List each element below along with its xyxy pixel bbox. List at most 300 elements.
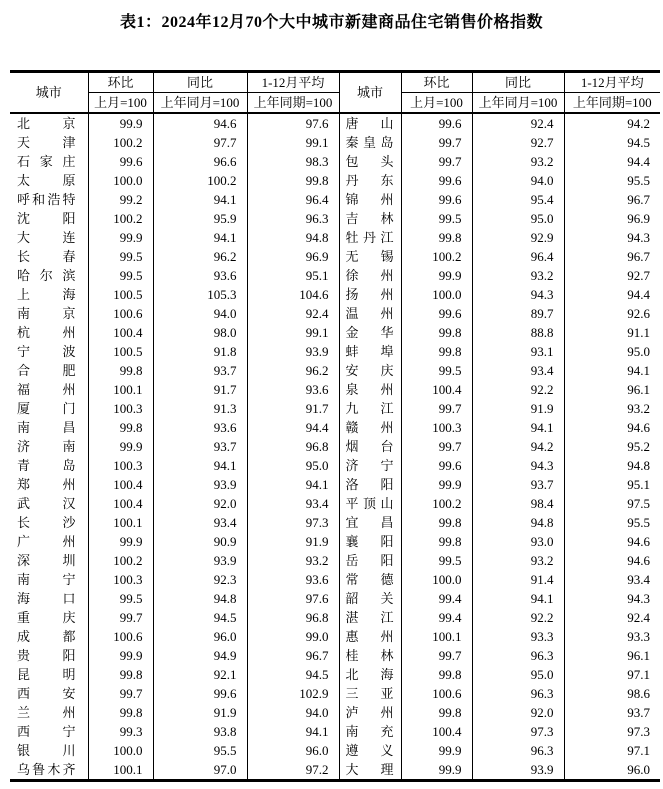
avg-value-cell: 95.1 — [627, 477, 650, 492]
city-name-cell: 牡丹江 — [339, 228, 401, 247]
city-name-cell: 北海 — [339, 665, 401, 684]
city-name-cell: 南京 — [10, 304, 88, 323]
city-name-cell: 成都 — [10, 627, 88, 646]
table-row — [10, 133, 660, 152]
mom-value-cell: 100.3 — [88, 456, 153, 475]
mom-value-cell: 99.6 — [401, 171, 472, 190]
avg-value-cell: 99.8 — [247, 171, 339, 190]
avg-value-cell: 99.0 — [247, 627, 339, 646]
mom-value-cell: 100.1 — [88, 760, 153, 781]
avg-value-cell: 94.6 — [627, 553, 650, 568]
yoy-value-cell: 93.1 — [472, 342, 564, 361]
city-name-cell: 宜昌 — [339, 513, 401, 532]
mom-value-cell: 99.6 — [401, 304, 472, 323]
avg-value-cell: 96.7 — [627, 249, 650, 264]
table-row — [10, 171, 660, 190]
header-mom-right: 环比 — [401, 72, 472, 93]
yoy-value-cell: 92.1 — [153, 665, 247, 684]
yoy-value-cell: 90.9 — [153, 532, 247, 551]
mom-value-cell: 100.4 — [88, 494, 153, 513]
yoy-value-cell: 92.4 — [472, 113, 564, 133]
avg-value-cell: 96.3 — [247, 209, 339, 228]
city-name-cell: 济南 — [10, 437, 88, 456]
table-row — [10, 741, 660, 760]
yoy-value-cell: 94.1 — [153, 228, 247, 247]
city-name-cell: 武汉 — [10, 494, 88, 513]
mom-value-cell: 99.9 — [88, 113, 153, 133]
yoy-value-cell: 98.4 — [472, 494, 564, 513]
mom-value-cell: 99.5 — [88, 247, 153, 266]
yoy-value-cell: 92.7 — [472, 133, 564, 152]
mom-value-cell: 100.6 — [88, 627, 153, 646]
city-name-cell: 石家庄 — [10, 152, 88, 171]
avg-value-cell: 92.4 — [247, 304, 339, 323]
avg-value-cell: 92.4 — [627, 610, 650, 625]
city-name-cell: 包头 — [339, 152, 401, 171]
avg-value-cell: 99.1 — [247, 323, 339, 342]
table-row — [10, 646, 660, 665]
avg-value-cell: 94.6 — [627, 420, 650, 435]
avg-value-cell: 97.2 — [247, 760, 339, 781]
mom-value-cell: 99.8 — [88, 703, 153, 722]
city-name-cell: 韶关 — [339, 589, 401, 608]
city-name-cell: 湛江 — [339, 608, 401, 627]
table-row — [10, 285, 660, 304]
table-header — [10, 72, 660, 114]
table-row — [10, 418, 660, 437]
header-avg-left: 1-12月平均 — [247, 72, 339, 93]
yoy-value-cell: 94.9 — [153, 646, 247, 665]
mom-value-cell: 99.6 — [401, 190, 472, 209]
avg-value-cell: 95.5 — [627, 515, 650, 530]
yoy-value-cell: 94.8 — [472, 513, 564, 532]
mom-value-cell: 99.8 — [401, 532, 472, 551]
table-row — [10, 494, 660, 513]
table-row — [10, 209, 660, 228]
table-body — [10, 113, 660, 781]
city-name-cell: 大连 — [10, 228, 88, 247]
mom-value-cell: 99.9 — [401, 741, 472, 760]
avg-value-cell: 92.7 — [627, 268, 650, 283]
yoy-value-cell: 91.8 — [153, 342, 247, 361]
city-name-cell: 秦皇岛 — [339, 133, 401, 152]
header-yoy-left: 同比 — [153, 72, 247, 93]
yoy-value-cell: 95.0 — [472, 665, 564, 684]
city-name-cell: 天津 — [10, 133, 88, 152]
mom-value-cell: 99.7 — [88, 608, 153, 627]
yoy-value-cell: 96.3 — [472, 646, 564, 665]
mom-value-cell: 99.9 — [88, 437, 153, 456]
yoy-value-cell: 97.7 — [153, 133, 247, 152]
yoy-value-cell: 91.3 — [153, 399, 247, 418]
mom-value-cell: 99.7 — [88, 684, 153, 703]
mom-value-cell: 100.1 — [401, 627, 472, 646]
mom-value-cell: 99.7 — [401, 399, 472, 418]
avg-value-cell: 94.8 — [247, 228, 339, 247]
city-name-cell: 昆明 — [10, 665, 88, 684]
city-name-cell: 唐山 — [339, 113, 401, 133]
avg-value-cell: 94.1 — [247, 722, 339, 741]
table-row — [10, 475, 660, 494]
mom-value-cell: 100.2 — [401, 247, 472, 266]
city-name-cell: 扬州 — [339, 285, 401, 304]
city-name-cell: 桂林 — [339, 646, 401, 665]
yoy-value-cell: 96.0 — [153, 627, 247, 646]
mom-value-cell: 100.4 — [88, 323, 153, 342]
yoy-value-cell: 95.5 — [153, 741, 247, 760]
city-name-cell: 烟台 — [339, 437, 401, 456]
mom-value-cell: 99.5 — [401, 551, 472, 570]
table-row — [10, 361, 660, 380]
avg-value-cell: 94.6 — [627, 534, 650, 549]
mom-value-cell: 100.2 — [401, 494, 472, 513]
header-avg-base-right: 上年同期=100 — [564, 93, 660, 114]
city-name-cell: 惠州 — [339, 627, 401, 646]
mom-value-cell: 99.8 — [401, 703, 472, 722]
mom-value-cell: 100.0 — [401, 285, 472, 304]
mom-value-cell: 99.8 — [88, 418, 153, 437]
city-name-cell: 长沙 — [10, 513, 88, 532]
avg-value-cell: 96.9 — [627, 211, 650, 226]
avg-value-cell: 95.2 — [627, 439, 650, 454]
yoy-value-cell: 92.9 — [472, 228, 564, 247]
city-name-cell: 太原 — [10, 171, 88, 190]
avg-value-cell: 96.8 — [247, 608, 339, 627]
header-yoy-right: 同比 — [472, 72, 564, 93]
avg-value-cell: 94.1 — [627, 363, 650, 378]
mom-value-cell: 99.5 — [88, 589, 153, 608]
city-name-cell: 兰州 — [10, 703, 88, 722]
city-name-cell: 福州 — [10, 380, 88, 399]
yoy-value-cell: 93.6 — [153, 418, 247, 437]
city-name-cell: 青岛 — [10, 456, 88, 475]
yoy-value-cell: 94.1 — [472, 418, 564, 437]
table-row — [10, 323, 660, 342]
mom-value-cell: 100.5 — [88, 342, 153, 361]
yoy-value-cell: 95.0 — [472, 209, 564, 228]
city-name-cell: 济宁 — [339, 456, 401, 475]
avg-value-cell: 94.3 — [627, 230, 650, 245]
table-row — [10, 532, 660, 551]
city-name-cell: 乌鲁木齐 — [10, 760, 88, 781]
avg-value-cell: 99.1 — [247, 133, 339, 152]
yoy-value-cell: 91.7 — [153, 380, 247, 399]
avg-value-cell: 93.6 — [247, 570, 339, 589]
city-name-cell: 重庆 — [10, 608, 88, 627]
table-row — [10, 703, 660, 722]
yoy-value-cell: 93.9 — [472, 760, 564, 781]
yoy-value-cell: 99.6 — [153, 684, 247, 703]
table-row — [10, 513, 660, 532]
table-row — [10, 437, 660, 456]
yoy-value-cell: 96.4 — [472, 247, 564, 266]
yoy-value-cell: 93.7 — [153, 437, 247, 456]
city-name-cell: 厦门 — [10, 399, 88, 418]
avg-value-cell: 92.6 — [627, 306, 650, 321]
mom-value-cell: 100.6 — [401, 684, 472, 703]
city-name-cell: 蚌埠 — [339, 342, 401, 361]
avg-value-cell: 96.0 — [247, 741, 339, 760]
mom-value-cell: 100.1 — [88, 513, 153, 532]
city-name-cell: 泉州 — [339, 380, 401, 399]
price-index-table — [10, 70, 660, 782]
header-mom-base-left: 上月=100 — [88, 93, 153, 114]
avg-value-cell: 91.9 — [247, 532, 339, 551]
yoy-value-cell: 92.2 — [472, 380, 564, 399]
yoy-value-cell: 93.7 — [472, 475, 564, 494]
table-row — [10, 456, 660, 475]
mom-value-cell: 99.5 — [88, 266, 153, 285]
header-avg-base-left: 上年同期=100 — [247, 93, 339, 114]
city-name-cell: 金华 — [339, 323, 401, 342]
avg-value-cell: 97.3 — [627, 724, 650, 739]
avg-value-cell: 97.6 — [247, 113, 339, 133]
table-row — [10, 665, 660, 684]
yoy-value-cell: 91.4 — [472, 570, 564, 589]
mom-value-cell: 100.6 — [88, 304, 153, 323]
city-name-cell: 西安 — [10, 684, 88, 703]
table-row — [10, 152, 660, 171]
city-name-cell: 温州 — [339, 304, 401, 323]
header-mom-left: 环比 — [88, 72, 153, 93]
table-row — [10, 266, 660, 285]
mom-value-cell: 99.6 — [401, 456, 472, 475]
table-row — [10, 608, 660, 627]
city-name-cell: 平顶山 — [339, 494, 401, 513]
yoy-value-cell: 96.2 — [153, 247, 247, 266]
avg-value-cell: 93.4 — [627, 572, 650, 587]
avg-value-cell: 96.8 — [247, 437, 339, 456]
mom-value-cell: 99.2 — [88, 190, 153, 209]
yoy-value-cell: 96.3 — [472, 741, 564, 760]
mom-value-cell: 99.7 — [401, 152, 472, 171]
yoy-value-cell: 93.2 — [472, 266, 564, 285]
yoy-value-cell: 94.2 — [472, 437, 564, 456]
header-city-right: 城市 — [339, 72, 401, 114]
mom-value-cell: 99.4 — [401, 589, 472, 608]
avg-value-cell: 94.4 — [247, 418, 339, 437]
city-name-cell: 无锡 — [339, 247, 401, 266]
header-mom-base-right: 上月=100 — [401, 93, 472, 114]
city-name-cell: 赣州 — [339, 418, 401, 437]
yoy-value-cell: 93.2 — [472, 152, 564, 171]
table-row — [10, 399, 660, 418]
yoy-value-cell: 93.9 — [153, 475, 247, 494]
city-name-cell: 哈尔滨 — [10, 266, 88, 285]
mom-value-cell: 99.9 — [401, 266, 472, 285]
mom-value-cell: 100.3 — [401, 418, 472, 437]
avg-value-cell: 96.4 — [247, 190, 339, 209]
mom-value-cell: 99.5 — [401, 361, 472, 380]
city-name-cell: 深圳 — [10, 551, 88, 570]
yoy-value-cell: 93.4 — [153, 513, 247, 532]
mom-value-cell: 100.2 — [88, 209, 153, 228]
avg-value-cell: 93.9 — [247, 342, 339, 361]
city-name-cell: 宁波 — [10, 342, 88, 361]
avg-value-cell: 94.2 — [627, 116, 650, 131]
table-row — [10, 684, 660, 703]
yoy-value-cell: 93.0 — [472, 532, 564, 551]
table-row — [10, 760, 660, 781]
city-name-cell: 北京 — [10, 113, 88, 133]
yoy-value-cell: 91.9 — [472, 399, 564, 418]
yoy-value-cell: 93.9 — [153, 551, 247, 570]
mom-value-cell: 99.6 — [401, 113, 472, 133]
yoy-value-cell: 94.1 — [153, 190, 247, 209]
avg-value-cell: 96.1 — [627, 648, 650, 663]
city-name-cell: 南宁 — [10, 570, 88, 589]
yoy-value-cell: 94.0 — [472, 171, 564, 190]
table-row — [10, 228, 660, 247]
city-name-cell: 郑州 — [10, 475, 88, 494]
avg-value-cell: 94.4 — [627, 287, 650, 302]
mom-value-cell: 99.9 — [401, 760, 472, 781]
city-name-cell: 合肥 — [10, 361, 88, 380]
yoy-value-cell: 95.4 — [472, 190, 564, 209]
city-name-cell: 南充 — [339, 722, 401, 741]
header-avg-right: 1-12月平均 — [564, 72, 660, 93]
mom-value-cell: 99.3 — [88, 722, 153, 741]
yoy-value-cell: 97.0 — [153, 760, 247, 781]
yoy-value-cell: 93.2 — [472, 551, 564, 570]
city-name-cell: 岳阳 — [339, 551, 401, 570]
yoy-value-cell: 94.3 — [472, 456, 564, 475]
mom-value-cell: 100.4 — [401, 722, 472, 741]
city-name-cell: 南昌 — [10, 418, 88, 437]
mom-value-cell: 100.0 — [88, 741, 153, 760]
avg-value-cell: 93.3 — [627, 629, 650, 644]
avg-value-cell: 93.2 — [627, 401, 650, 416]
mom-value-cell: 100.1 — [88, 380, 153, 399]
avg-value-cell: 98.6 — [627, 686, 650, 701]
header-city-left: 城市 — [10, 72, 88, 114]
mom-value-cell: 99.8 — [401, 228, 472, 247]
city-name-cell: 徐州 — [339, 266, 401, 285]
mom-value-cell: 100.5 — [88, 285, 153, 304]
avg-value-cell: 97.3 — [247, 513, 339, 532]
avg-value-cell: 95.1 — [247, 266, 339, 285]
header-yoy-base-left: 上年同月=100 — [153, 93, 247, 114]
table-row — [10, 113, 660, 133]
yoy-value-cell: 94.1 — [472, 589, 564, 608]
avg-value-cell: 96.0 — [627, 762, 650, 777]
mom-value-cell: 99.7 — [401, 133, 472, 152]
yoy-value-cell: 96.3 — [472, 684, 564, 703]
table-row — [10, 589, 660, 608]
avg-value-cell: 91.7 — [247, 399, 339, 418]
city-name-cell: 丹东 — [339, 171, 401, 190]
table-row — [10, 722, 660, 741]
avg-value-cell: 97.1 — [627, 667, 650, 682]
yoy-value-cell: 94.5 — [153, 608, 247, 627]
mom-value-cell: 100.0 — [88, 171, 153, 190]
mom-value-cell: 100.2 — [88, 551, 153, 570]
mom-value-cell: 99.4 — [401, 608, 472, 627]
avg-value-cell: 104.6 — [247, 285, 339, 304]
avg-value-cell: 97.1 — [627, 743, 650, 758]
city-name-cell: 上海 — [10, 285, 88, 304]
yoy-value-cell: 94.8 — [153, 589, 247, 608]
city-name-cell: 襄阳 — [339, 532, 401, 551]
yoy-value-cell: 92.2 — [472, 608, 564, 627]
mom-value-cell: 99.8 — [88, 361, 153, 380]
mom-value-cell: 100.0 — [401, 570, 472, 589]
avg-value-cell: 93.2 — [247, 551, 339, 570]
city-name-cell: 常德 — [339, 570, 401, 589]
avg-value-cell: 97.5 — [627, 496, 650, 511]
mom-value-cell: 99.7 — [401, 437, 472, 456]
city-name-cell: 杭州 — [10, 323, 88, 342]
mom-value-cell: 100.3 — [88, 570, 153, 589]
avg-value-cell: 94.4 — [627, 154, 650, 169]
avg-value-cell: 98.3 — [247, 152, 339, 171]
yoy-value-cell: 96.6 — [153, 152, 247, 171]
page-title: 表1：2024年12月70个大中城市新建商品住宅销售价格指数 — [119, 14, 543, 31]
mom-value-cell: 100.4 — [88, 475, 153, 494]
city-name-cell: 银川 — [10, 741, 88, 760]
table-row — [10, 342, 660, 361]
avg-value-cell: 94.5 — [247, 665, 339, 684]
yoy-value-cell: 92.3 — [153, 570, 247, 589]
city-name-cell: 长春 — [10, 247, 88, 266]
mom-value-cell: 99.8 — [401, 513, 472, 532]
yoy-value-cell: 88.8 — [472, 323, 564, 342]
avg-value-cell: 93.6 — [247, 380, 339, 399]
city-name-cell: 安庆 — [339, 361, 401, 380]
avg-value-cell: 96.2 — [247, 361, 339, 380]
city-name-cell: 泸州 — [339, 703, 401, 722]
table-row — [10, 190, 660, 209]
yoy-value-cell: 105.3 — [153, 285, 247, 304]
mom-value-cell: 100.4 — [401, 380, 472, 399]
mom-value-cell: 99.7 — [401, 646, 472, 665]
city-name-cell: 海口 — [10, 589, 88, 608]
mom-value-cell: 100.2 — [88, 133, 153, 152]
city-name-cell: 广州 — [10, 532, 88, 551]
yoy-value-cell: 97.3 — [472, 722, 564, 741]
city-name-cell: 锦州 — [339, 190, 401, 209]
yoy-value-cell: 94.0 — [153, 304, 247, 323]
city-name-cell: 呼和浩特 — [10, 190, 88, 209]
avg-value-cell: 96.7 — [247, 646, 339, 665]
city-name-cell: 沈阳 — [10, 209, 88, 228]
mom-value-cell: 99.6 — [88, 152, 153, 171]
table-row — [10, 551, 660, 570]
city-name-cell: 贵阳 — [10, 646, 88, 665]
yoy-value-cell: 93.4 — [472, 361, 564, 380]
avg-value-cell: 96.7 — [627, 192, 650, 207]
table-row — [10, 304, 660, 323]
yoy-value-cell: 94.3 — [472, 285, 564, 304]
city-name-cell: 遵义 — [339, 741, 401, 760]
yoy-value-cell: 93.6 — [153, 266, 247, 285]
mom-value-cell: 99.8 — [401, 323, 472, 342]
avg-value-cell: 94.1 — [247, 475, 339, 494]
avg-value-cell: 95.0 — [247, 456, 339, 475]
table-row — [10, 380, 660, 399]
avg-value-cell: 91.1 — [627, 325, 650, 340]
avg-value-cell: 93.7 — [627, 705, 650, 720]
yoy-value-cell: 93.8 — [153, 722, 247, 741]
city-name-cell: 九江 — [339, 399, 401, 418]
avg-value-cell: 94.0 — [247, 703, 339, 722]
city-name-cell: 洛阳 — [339, 475, 401, 494]
avg-value-cell: 96.9 — [247, 247, 339, 266]
mom-value-cell: 99.9 — [88, 532, 153, 551]
avg-value-cell: 102.9 — [247, 684, 339, 703]
yoy-value-cell: 100.2 — [153, 171, 247, 190]
yoy-value-cell: 94.1 — [153, 456, 247, 475]
